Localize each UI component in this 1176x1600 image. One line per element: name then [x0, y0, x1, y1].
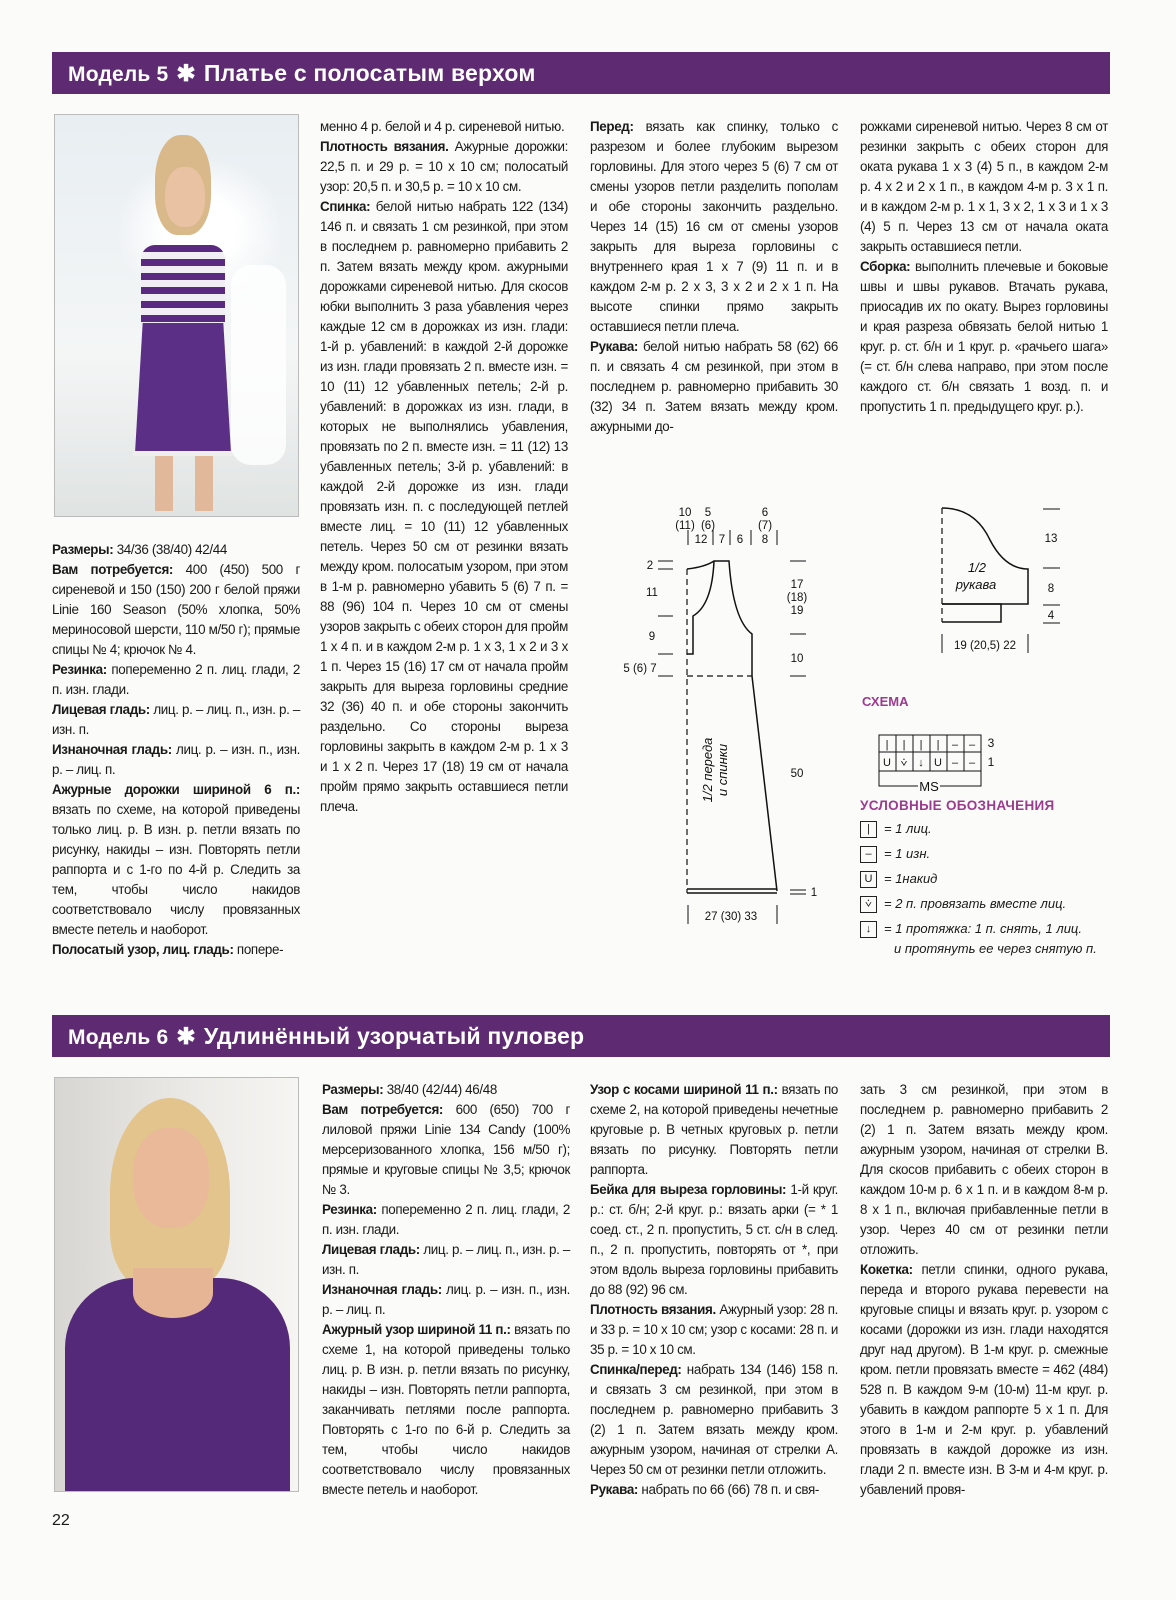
- paragraph-heading: Спинка:: [320, 199, 371, 214]
- legend: [860, 798, 1100, 968]
- scheme-cell: –: [968, 757, 976, 769]
- page-number: 22: [52, 1512, 70, 1529]
- legend-title: УСЛОВНЫЕ ОБОЗНАЧЕНИЯ: [860, 798, 1055, 813]
- dim-label: 1: [810, 887, 818, 899]
- dim-label: 12: [694, 534, 708, 546]
- paragraph-text: петли спинки, одного рукава, переда и второго рукава перевести на круговые спицы и вязать круг. р. узором с косами (дорожки из изн. глади находятся друг над другом). В 1-м круг. р. смежные кром. петли провязать вместе = 462 (484) 528 п. В каждом 9-м (10-м) 11-м круг. р. убавить в каждом раппорте 5 х 1 п. Для этого в 1-м и 2-м круг. р. убавлений провязать в каждой дорожке из изн. глади 2 п. вместе изн. В 3-м и 4-м круг. р. убавлений провя-: [860, 1262, 1108, 1497]
- sleeve-label: 1/2: [967, 560, 987, 575]
- legend-item: [860, 846, 930, 863]
- dim-label: 7: [718, 534, 726, 546]
- model6-column-3: [860, 1080, 1108, 1500]
- paragraph-text: набрать 134 (146) 158 п. и связать 3 см резинкой, при этом в последнем р. равномерно прибавить 3 (2) 1 п. Затем вязать между кром. ажурным узором, начиная от стрелки А. Через 50 см от резинки петли отложить.: [590, 1362, 838, 1477]
- model6-header-bar: [52, 1015, 1110, 1057]
- paragraph-heading: Плотность вязания.: [320, 139, 449, 154]
- paragraph-text: 600 (650) 700 г лиловой пряжи Linie 134 Candy (100% мерсеризованного хлопка, 156 м/50 г); прямые и круговые спицы № 3,5; крючок № 3.: [322, 1102, 571, 1197]
- scheme-cell: |: [902, 739, 906, 751]
- dim-label: 27 (30) 33: [704, 911, 758, 923]
- paragraph-heading: Резинка:: [52, 662, 107, 677]
- paragraph: [590, 1180, 838, 1300]
- scheme-cell: –: [968, 739, 976, 751]
- scheme-cell: ↓: [918, 757, 924, 769]
- paragraph-text: вязать по схеме, на которой приведены только лиц. р. В изн. р. петли вязать по рисунку, накиды – изн. Повторять петли раппорта и с 1-го по 4-й р. Следить за тем, чтобы число накидов соответствовало числу провязанных вместе петель и наоборот.: [52, 802, 300, 937]
- paragraph-text: 38/40 (42/44) 46/48: [383, 1082, 497, 1097]
- dim-label: (18): [786, 592, 808, 604]
- paragraph: [322, 1320, 570, 1500]
- paragraph: [322, 1240, 570, 1280]
- paragraph-text: белой нитью набрать 122 (134) 146 п. и связать 1 см резинкой, при этом в последнем р. равномерно прибавить 2 п. Затем вязать между кром. ажурными дорожками сиреневой нитью. Для скосов юбки выполнить 3 раза убавления через каждые 12 см в дорожках из изн. глади: 1-й р. убавлений: в каждой 2-й дорожке из изн. глади провязать 2 п. вместе изн. = 10 (11) 12 убавленных петель; 2-й р. убавлений: в дорожках из изн. глади, в которых не выполнялись убавления, провязать по 2 п. вместе изн. = 11 (12) 13 убавленных петель; 3-й р. убавлений: в каждой 2-й дорожке из изн. глади провязать изн. п. с последующей петлей вместе лиц. = 10 (11) 12 убавленных петель. Через 50 см от резинки вязать между кром. полосатым узором, при этом в 1-м р. равномерно убавить 5 (6) 7 п. = 88 (96) 104 п. Через 10 см от смены узоров закрыть с обеих сторон для пройм 1 х 4 п. и в каждом 2-м р. 1 х 3, 1 х 2 и 3 х 1 п. Через 15 (16) 17 см от начала пройм закрыть для выреза горловины средние 32 (36) 40 п. и обе стороны закончить раздельно. Со стороны выреза горловины закрыть в каждом 2-м р. 1 х 3 и 1 х 2 п. Через 17 (18) 19 см от начала пройм прямо закрыть оставшиеся петли плеча.: [320, 199, 568, 814]
- dim-label: 5 (6) 7: [623, 663, 657, 675]
- paragraph-heading: Вам потребуется:: [52, 562, 174, 577]
- dim-label: 19: [790, 605, 804, 617]
- dim-label: 10: [678, 507, 692, 519]
- dim-label: 8: [1047, 583, 1055, 595]
- scheme-cell: U: [934, 757, 942, 769]
- paragraph-text: 1-й круг. р.: ст. б/н; 2-й круг. р.: вязать арки (= * 1 соед. ст., 2 п. пропустить, 5 ст. с/н в след. п., 2 п. пропустить, повторять от *, при этом вдоль выреза горловины прибавить до 88 (92) 96 см.: [590, 1182, 838, 1297]
- row-number: 1: [987, 755, 995, 769]
- legend-item: [860, 896, 1066, 913]
- dim-label: 11: [646, 587, 658, 599]
- paragraph-heading: Лицевая гладь:: [52, 702, 150, 717]
- scheme-cell: U: [883, 757, 891, 769]
- paragraph-text: набрать по 66 (66) 78 п. и свя-: [638, 1482, 819, 1497]
- paragraph: [322, 1200, 570, 1240]
- paragraph-heading: Бейка для выреза горловины:: [590, 1182, 787, 1197]
- neckline-outline: [687, 561, 714, 654]
- paragraph-heading: Изнаночная гладь:: [322, 1282, 442, 1297]
- paragraph: [590, 1480, 838, 1500]
- scheme-title: СХЕМА: [862, 694, 909, 709]
- dim-label: 6: [761, 507, 769, 519]
- paragraph-text: менно 4 р. белой и 4 р. сиреневой нитью.: [320, 119, 565, 134]
- star-icon: ✱: [176, 1023, 196, 1049]
- paragraph-heading: Лицевая гладь:: [322, 1242, 420, 1257]
- paragraph-heading: Перед:: [590, 119, 634, 134]
- paragraph-text: рожками сиреневой нитью. Через 8 см от резинки закрыть с обеих сторон для оката рукава 1 х 3 (4) 5 п., в каждом 2-м р. 4 х 2 и 2 х 1 п., в каждом 4-м р. 3 х 1 п. и в каждом 2-м р. 1 х 1, 3 х 2, 1 х 3 и 1 х 3 (4) 5 п. Через 13 см от начала оката закрыть оставшиеся петли.: [860, 119, 1108, 254]
- dim-label: 19 (20,5) 22: [953, 640, 1017, 652]
- front-back-pattern: [658, 530, 806, 924]
- paragraph-text: 400 (450) 500 г сиреневой и 150 (150) 200 г белой пряжи Linie 160 Season (50% хлопка, 50% мериносовой шерсти, 110 м/50 г); прямые спицы № 4; крючок № 4.: [52, 562, 301, 657]
- paragraph-heading: Полосатый узор, лиц. гладь:: [52, 942, 234, 957]
- paragraph-heading: Рукава:: [590, 339, 639, 354]
- legend-item: [860, 821, 932, 838]
- dim-label: 17: [790, 579, 804, 591]
- scheme-cell: |: [919, 739, 923, 751]
- piece-label: и спинки: [715, 743, 730, 797]
- paragraph-text: Ажурные дорожки: 22,5 п. и 29 р. = 10 х 10 см; полосатый узор: 20,5 п. и 30,5 р. = 10 х 10 см.: [320, 139, 568, 194]
- paragraph-text: белой нитью набрать 58 (62) 66 п. и связать 4 см резинкой, при этом в последнем р. равномерно прибавить 30 (32) 34 п. Затем вязать между кром. ажурными до-: [590, 339, 838, 434]
- paragraph-text: попеременно 2 п. лиц. глади, 2 п. изн. глади.: [322, 1202, 570, 1237]
- knit-stitch-icon: |: [860, 821, 877, 838]
- legend-text: = 1 лиц.: [884, 821, 932, 836]
- paragraph-heading: Вам потребуется:: [322, 1102, 444, 1117]
- pullover-photo: [54, 1077, 299, 1492]
- dim-label: (7): [757, 520, 773, 532]
- star-icon: ✱: [176, 60, 196, 86]
- scheme-cell: ⩒: [900, 757, 908, 769]
- model-title: Платье с полосатым верхом: [203, 60, 536, 86]
- scheme-cell: –: [951, 739, 959, 751]
- paragraph-heading: Рукава:: [590, 1482, 639, 1497]
- paragraph-heading: Ажурный узор шириной 11 п.:: [322, 1322, 511, 1337]
- sleeve-label: рукава: [955, 577, 997, 592]
- paragraph: [590, 1300, 838, 1360]
- purl-stitch-icon: –: [860, 846, 877, 863]
- paragraph-heading: Узор с косами шириной 11 п.:: [590, 1082, 778, 1097]
- paragraph-text: вязать по схеме 2, на которой приведены нечетные круговые р. В четных круговых р. петли вязать по рисунку. Повторять петли раппорта.: [590, 1082, 838, 1177]
- paragraph-heading: Изнаночная гладь:: [52, 742, 172, 757]
- paragraph-text: лиц. р. – изн. п., изн. р. – лиц. п.: [52, 742, 300, 777]
- dim-label: 50: [790, 768, 804, 780]
- row-number: 3: [987, 736, 995, 750]
- model6-column-2: [590, 1080, 838, 1500]
- model-title: Удлинённый узорчатый пуловер: [203, 1023, 585, 1049]
- paragraph-heading: Размеры:: [322, 1082, 384, 1097]
- paragraph-heading: Размеры:: [52, 542, 114, 557]
- dim-label: 2: [646, 560, 654, 572]
- paragraph-text: Ажурный узор: 28 п. и 33 р. = 10 х 10 см; узор с косами: 28 п. и 35 р. = 10 х 10 см.: [590, 1302, 838, 1357]
- legend-item: [860, 871, 937, 888]
- paragraph-text: лиц. р. – лиц. п., изн. р. – изн. п.: [52, 702, 300, 737]
- paragraph-text: зать 3 см резинкой, при этом в последнем р. равномерно прибавить 2 (2) 1 п. Затем вязать между кром. ажурным узором, начиная от стрелки В. Для скосов прибавить с обеих сторон в каждом 10-м р. 6 х 1 п. и в каждом 8-м р. 8 х 1 п., включая прибавленные петли в узор. Через 40 см от резинки петли отложить.: [860, 1082, 1108, 1257]
- paragraph-heading: Сборка:: [860, 259, 911, 274]
- paragraph: [322, 1280, 570, 1320]
- paragraph-heading: Спинка/перед:: [590, 1362, 682, 1377]
- paragraph-text: попеременно 2 п. лиц. глади, 2 п. изн. глади.: [52, 662, 300, 697]
- paragraph: [860, 1080, 1108, 1260]
- legend-text: = 1 изн.: [884, 846, 931, 861]
- scheme-cell: |: [885, 739, 889, 751]
- paragraph-heading: Кокетка:: [860, 1262, 913, 1277]
- paragraph-text: 34/36 (38/40) 42/44: [113, 542, 227, 557]
- paragraph-heading: Резинка:: [322, 1202, 377, 1217]
- piece-label: 1/2 переда: [700, 737, 715, 803]
- paragraph: [590, 1360, 838, 1480]
- dim-label: 6: [736, 534, 744, 546]
- paragraph: [322, 1080, 570, 1100]
- paragraph-text: выполнить плечевые и боковые швы и швы рукавов. Втачать рукава, приосадив их по окату. Вырез горловины и края разреза обвязать белой нитью 1 круг. р. ст. б/н и 1 круг. р. «рачьего шага» (= ст. б/н слева направо, при этом после каждого ст. б/н связать 1 возд. п. и пропустить 1 п. предыдущего круг. р.).: [860, 259, 1108, 414]
- dim-label: 5: [704, 507, 712, 519]
- paragraph: [590, 1080, 838, 1180]
- dim-label: (11): [675, 520, 695, 532]
- paragraph-text: попере-: [233, 942, 284, 957]
- model6-column-1: [322, 1080, 570, 1500]
- k2tog-icon: ⩒: [860, 896, 877, 913]
- legend-item: [860, 921, 1082, 938]
- paragraph-text: вязать как спинку, только с разрезом и более глубоким вырезом горловины. Для этого через 5 (6) 7 см от смены узоров петли разделить пополам и обе стороны закончить раздельно. Через 14 (15) 16 см от смены узоров закрыть для выреза горловины с внутреннего края 1 х 7 (9) 11 п. и в каждом 2-м р. 2 х 3, 3 х 2 и 2 х 1 п. На высоте спинки прямо закрыть оставшиеся петли плеча.: [590, 119, 838, 334]
- paragraph-heading: Плотность вязания.: [590, 1302, 716, 1317]
- dim-label: 13: [1044, 533, 1058, 545]
- model-number: Модель 6: [68, 1026, 169, 1049]
- paragraph-text: лиц. р. – лиц. п., изн. р. – изн. п.: [322, 1242, 570, 1277]
- legend-text: = 1накид: [884, 871, 938, 886]
- legend-text: = 1 протяжка: 1 п. снять, 1 лиц.: [884, 921, 1082, 936]
- paragraph-text: лиц. р. – изн. п., изн. р. – лиц. п.: [322, 1282, 570, 1317]
- scheme-cell: –: [951, 757, 959, 769]
- scheme-cell: |: [936, 739, 940, 751]
- paragraph-text: вязать по схеме 1, на которой приведены только лиц. р. В изн. р. петли вязать по рисунку, накиды – изн. Повторять петли раппорта, заканчивать петлями после раппорта. Повторять с 1-го по 6-й р. Следить за тем, чтобы число накидов соответствовало числу провязанных вместе петель и наоборот.: [322, 1322, 570, 1497]
- paragraph: [860, 1260, 1108, 1500]
- paragraph-heading: Ажурные дорожки шириной 6 п.:: [52, 782, 300, 797]
- dim-label: 9: [648, 631, 656, 643]
- dim-label: 4: [1047, 610, 1055, 622]
- dim-label: 8: [761, 534, 769, 546]
- dim-label: 10: [790, 653, 804, 665]
- repeat-label: MS: [919, 779, 939, 794]
- dim-label: (6): [700, 520, 716, 532]
- paragraph: [322, 1100, 570, 1200]
- legend-text: и протянуть ее через снятую п.: [894, 941, 1097, 956]
- model-number: Модель 5: [68, 63, 169, 86]
- yarn-over-icon: U: [860, 871, 877, 888]
- legend-text: = 2 п. провязать вместе лиц.: [884, 896, 1067, 911]
- slip-knit-pass-icon: ↓: [860, 921, 877, 938]
